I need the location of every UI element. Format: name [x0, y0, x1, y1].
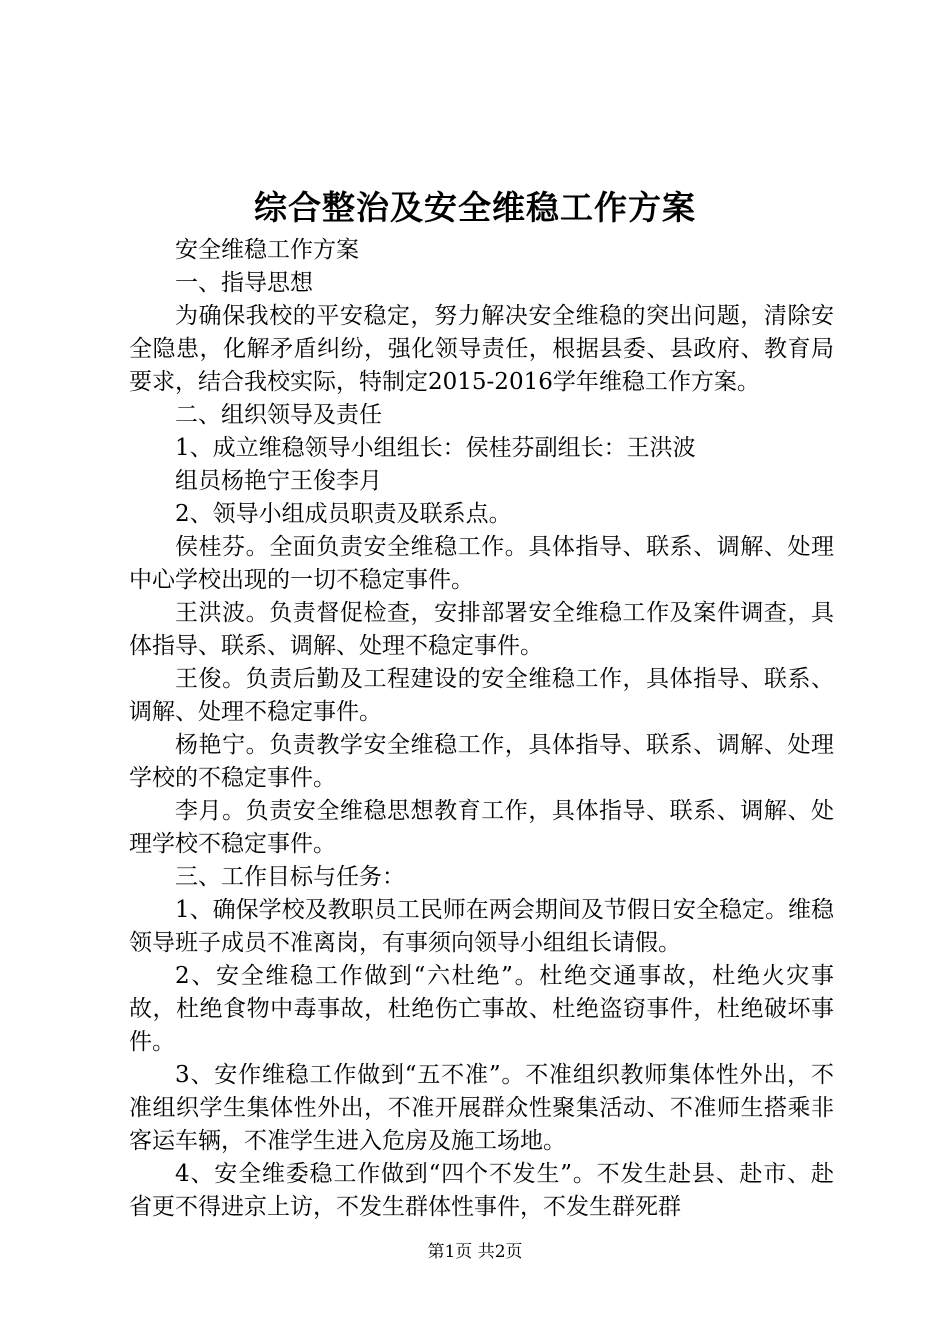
document-title: 综合整治及安全维稳工作方案 — [254, 188, 696, 227]
section-heading: 二、组织领导及责任 — [175, 402, 382, 428]
paragraph: 3、安作维稳工作做到“五不准”。不准组织教师集体性外出，不准组织学生集体性外出，不准开展群众性聚集活动、不准师生搭乘非客运车辆，不准学生进入危房及施工场地。 — [129, 1062, 834, 1154]
paragraph: 王俊。负责后勤及工程建设的安全维稳工作，具体指导、联系、调解、处理不稳定事件。 — [129, 666, 834, 725]
paragraph: 2、领导小组成员职责及联系点。 — [175, 501, 512, 527]
paragraph: 为确保我校的平安稳定，努力解决安全维稳的突出问题，清除安全隐患，化解矛盾纠纷，强化领导责任，根据县委、县政府、教育局要求，结合我校实际，特制定2015-2016学年维稳工作方案。 — [129, 303, 834, 395]
paragraph: 李月。负责安全维稳思想教育工作，具体指导、联系、调解、处理学校不稳定事件。 — [129, 798, 834, 857]
paragraph: 王洪波。负责督促检查，安排部署安全维稳工作及案件调查，具体指导、联系、调解、处理不稳定事件。 — [129, 600, 834, 659]
page-footer: 第1页 共2页 — [427, 1242, 523, 1262]
paragraph: 1、成立维稳领导小组组长：侯桂芬副组长：王洪波 — [175, 435, 696, 461]
paragraph: 安全维稳工作方案 — [175, 237, 359, 263]
section-heading: 三、工作目标与任务： — [175, 864, 405, 890]
paragraph: 1、确保学校及教职员工民师在两会期间及节假日安全稳定。维稳领导班子成员不准离岗，有事须向领导小组组长请假。 — [129, 897, 834, 956]
document-body — [129, 234, 834, 1224]
paragraph: 侯桂芬。全面负责安全维稳工作。具体指导、联系、调解、处理中心学校出现的一切不稳定事件。 — [129, 534, 834, 593]
paragraph: 4、安全维委稳工作做到“四个不发生”。不发生赴县、赴市、赴省更不得进京上访，不发生群体性事件，不发生群死群 — [129, 1161, 834, 1220]
paragraph: 2、安全维稳工作做到“六杜绝”。杜绝交通事故，杜绝火灾事故，杜绝食物中毒事故，杜绝伤亡事故、杜绝盗窃事件，杜绝破坏事件。 — [129, 963, 834, 1055]
paragraph: 组员杨艳宁王俊李月 — [175, 468, 382, 494]
paragraph: 杨艳宁。负责教学安全维稳工作，具体指导、联系、调解、处理学校的不稳定事件。 — [129, 732, 834, 791]
section-heading: 一、指导思想 — [175, 270, 313, 296]
